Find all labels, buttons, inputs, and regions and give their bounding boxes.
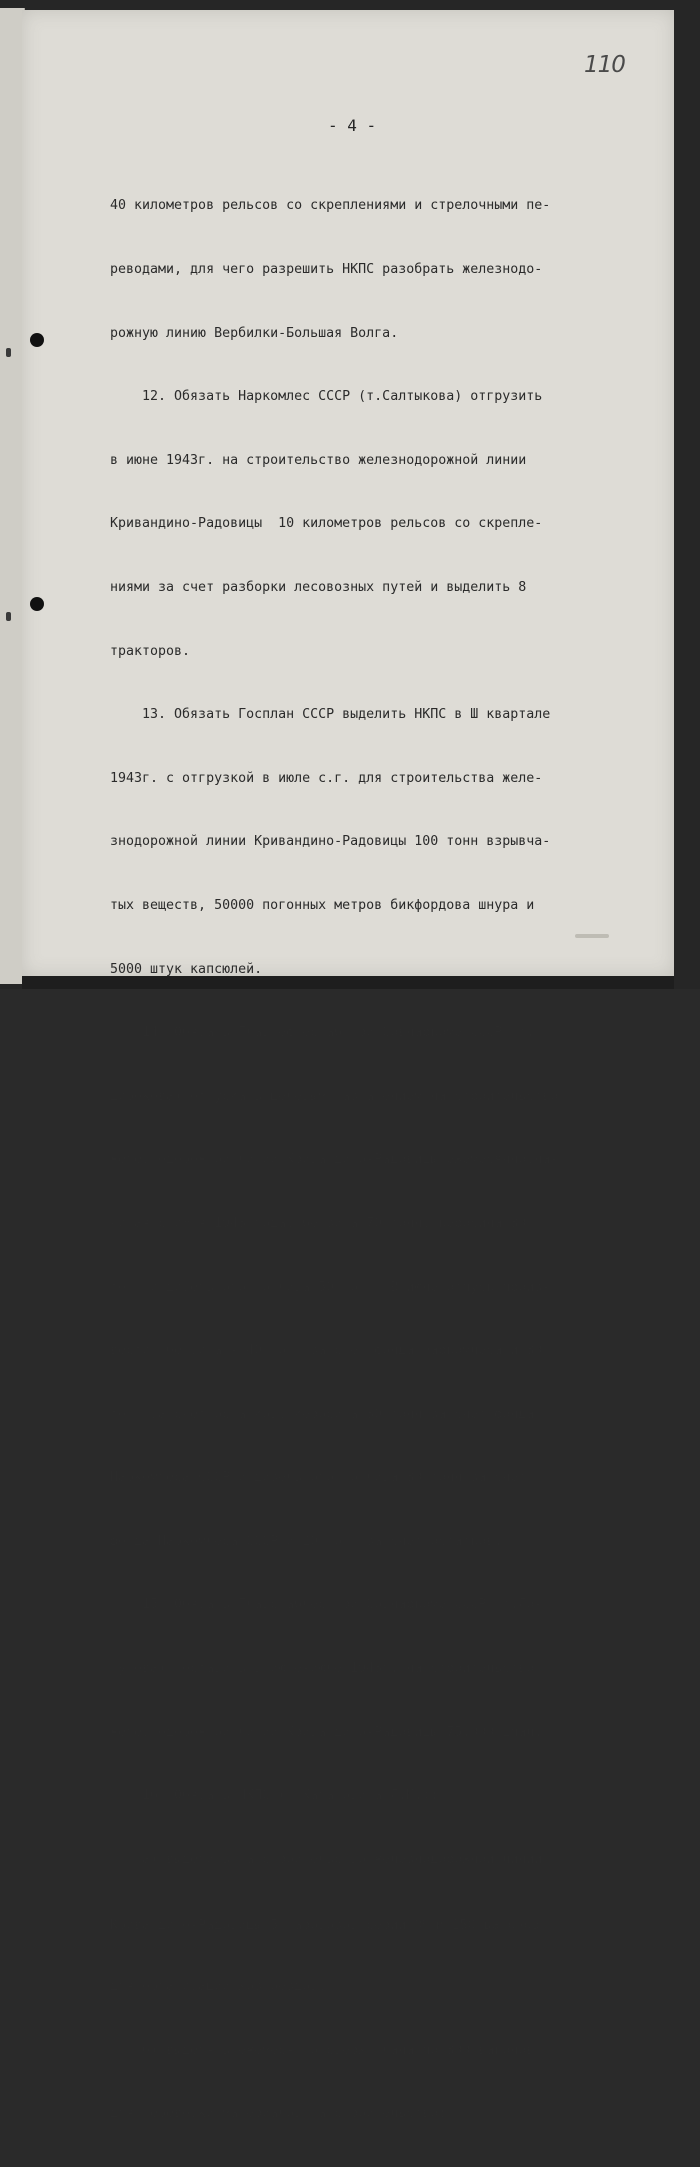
binding-mark — [6, 348, 11, 357]
text-segment: Кривандино-Радовицы 5 паровозов серии О — [110, 1918, 423, 1934]
text-line-locomotive-series — [110, 1912, 638, 1933]
text-line: фонда Наркомлеса СССР и 20 тонн за счет остатков. — [110, 1533, 503, 1549]
text-line: тонн за счет остатков; керосина 30 тонн за счет фонда — [110, 1406, 535, 1422]
text-line: 5000 штук капсюлей. — [110, 961, 263, 977]
text-line: в июне 1943г. на строительство железнодорожной линии — [110, 452, 527, 468]
text-line: для организации хозпоездов; — [110, 1979, 327, 1995]
text-line: Кривандино-Радовицы 10 километров рельсов со скрепле- — [110, 516, 543, 532]
text-line: тракторов. — [110, 643, 191, 659]
text-line: знодорожной линии Кривандино-Радовицы 100 тонн взрывча- — [110, 834, 551, 850]
text-line: Широкова) отпускать целевым назначением на строительство — [110, 1088, 559, 1104]
text-line: железнодорожной линии Кривандино-Радовицы 75.000 шпал. — [110, 1724, 543, 1740]
text-line: вести: бензина - 40 тонн за счет фонда Наркомлеса и 30 — [110, 1343, 543, 1359]
text-line: 12. Обязать Наркомлес СССР (т.Салтыкова) отгрузить — [110, 389, 543, 405]
text-line: ниями за счет разборки лесовозных путей и выделить 8 — [110, 579, 527, 595]
text-line: 40 километров рельсов со скреплениями и стрелочными пе- — [110, 198, 551, 214]
text-line: 15. Обязать Главснаблес при Совнаркоме СССР (т.Ло- — [110, 1597, 543, 1613]
text-segment: и 150 вагонов — [427, 1918, 540, 1934]
text-line: для перевозки материалов на строительство; — [110, 2106, 447, 2122]
text-line: тонн и дизельного топлива 50 тонн. В июне отпуск произ- — [110, 1279, 551, 1295]
text-line: чиная с июня 1943 года, бензина 70 тонн, керосина 30 — [110, 1215, 527, 1231]
text-line: железнодорожной линии Кривандино-Радовицы ежемесячно,на- — [110, 1152, 559, 1168]
text-line: 14. Обязать Главнефтеснаб при Совнаркоме СССР (т. — [110, 1025, 535, 1041]
paper-smudge — [575, 934, 609, 938]
typewritten-body — [110, 153, 638, 2167]
punch-hole — [30, 597, 44, 611]
text-line: рожную линию Вербилки-Большая Волга. — [110, 325, 399, 341]
text-line: 16. Обязать НКПС (т.Кагановича Л.М.): — [110, 1788, 439, 1804]
binding-mark — [6, 612, 11, 621]
text-line: а) выделить на строительство железнодорожной линии — [110, 1851, 543, 1867]
text-line: Наркомлеса СССР и дизельного топлива 30 тонн за счет — [110, 1470, 527, 1486]
punch-hole — [30, 333, 44, 347]
text-line: 1943г. с отгрузкой в июле с.г. для строительства желе- — [110, 770, 543, 786]
text-line: 13. Обязать Госплан СССР выделить НКПС в Ш квартале — [110, 707, 551, 723]
handwritten-folio-number: 110 — [584, 52, 625, 78]
text-line: б) выделять ежемесячно сверх плана по 300 вагонов — [110, 2042, 535, 2058]
page-number: - 4 - — [328, 116, 377, 135]
text-line: тых веществ, 50000 погонных метров бикфордова шнура и — [110, 897, 535, 913]
text-line: реводами, для чего разрешить НКПС разобрать железнодо- — [110, 262, 543, 277]
superscript-series-letter: В — [422, 1917, 428, 1928]
text-line: пухова) поставить в июне-июле 1943г. на строительство — [110, 1661, 535, 1677]
